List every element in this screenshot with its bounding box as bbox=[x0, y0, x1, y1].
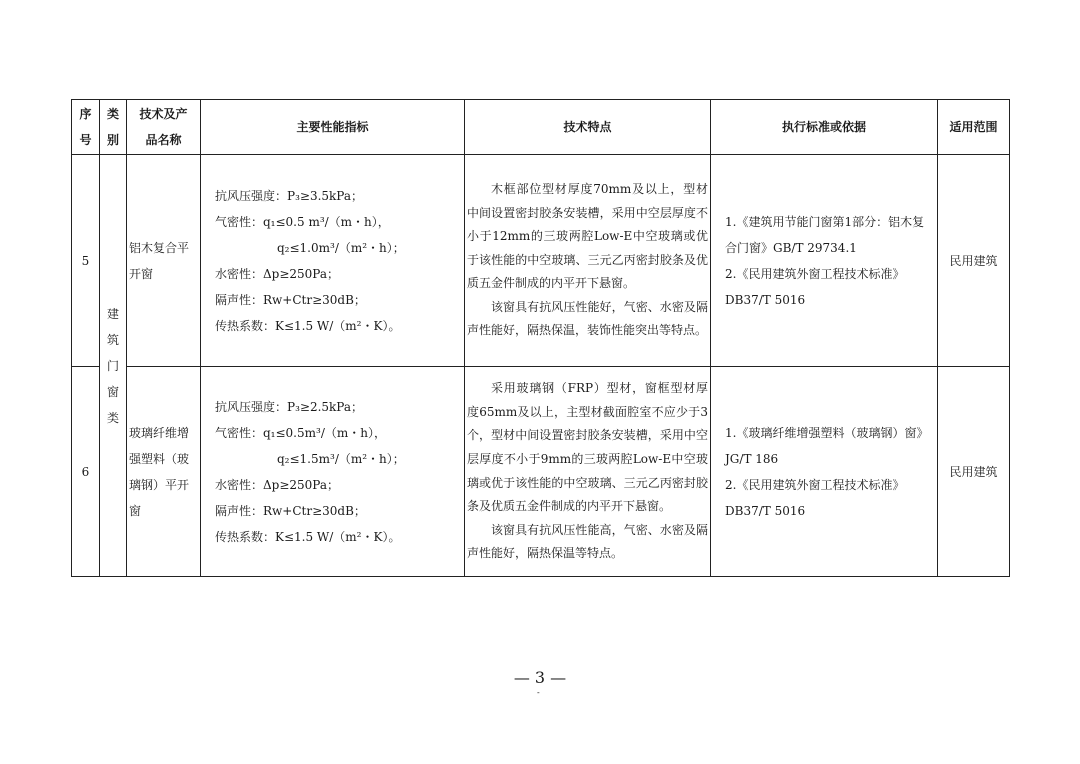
table-header-row bbox=[72, 100, 1010, 155]
header-performance: 主要性能指标 bbox=[201, 100, 465, 155]
header-product-name: 技术及产 品名称 bbox=[127, 100, 201, 155]
standard-cell: 1.《玻璃纤维增强塑料（玻璃钢）窗》JG/T 186 2.《民用建筑外窗工程技术标准》DB37/T 5016 bbox=[711, 367, 938, 577]
header-scope: 适用范围 bbox=[938, 100, 1010, 155]
standard-cell: 1.《建筑用节能门窗第1部分：铝木复合门窗》GB/T 29734.1 2.《民用建筑外窗工程技术标准》DB37/T 5016 bbox=[711, 155, 938, 367]
technology-table bbox=[71, 99, 1010, 577]
scope-cell: 民用建筑 bbox=[938, 155, 1010, 367]
header-category: 类 别 bbox=[100, 100, 127, 155]
header-seq: 序 号 bbox=[72, 100, 100, 155]
features-cell: 木框部位型材厚度70mm及以上，型材中间设置密封胶条安装槽，采用中空层厚度不小于12mm的三玻两腔Low-E中空玻璃或优于该性能的中空玻璃、三元乙丙密封胶条及优质五金件制成的内平开下悬窗。 该窗具有抗风压性能好，气密、水密及隔声性能好，隔热保温，装饰性能突出等特点。 bbox=[465, 155, 711, 367]
page-number: — 3 — bbox=[513, 668, 567, 687]
header-features: 技术特点 bbox=[465, 100, 711, 155]
product-name: 玻璃纤维增强塑料（玻璃钢）平开窗 bbox=[127, 367, 201, 577]
scope-cell: 民用建筑 bbox=[938, 367, 1010, 577]
row-seq: 5 bbox=[72, 155, 100, 367]
features-cell: 采用玻璃钢（FRP）型材，窗框型材厚度65mm及以上，主型材截面腔室不应少于3个，型材中间设置密封胶条安装槽，采用中空层厚度不小于9mm的三玻两腔Low-E中空玻璃或优于该性能的中空玻璃、三元乙丙密封胶条及优质五金件制成的内平开下悬窗。 该窗具有抗风压性能高，气密、水密及隔声性能好，隔热保温等特点。 bbox=[465, 367, 711, 577]
table-row bbox=[72, 155, 1010, 367]
table-row bbox=[72, 367, 1010, 577]
header-standard: 执行标准或依据 bbox=[711, 100, 938, 155]
performance-cell: 抗风压强度：P₃≥3.5kPa； 气密性：q₁≤0.5 m³/（m・h）， q₂≤1.0m³/（m²・h）； 水密性：Δp≥250Pa； 隔声性：Rw+Ctr≥30dB； 传热系数：K≤1.5 W/（m²・K）。 bbox=[201, 155, 465, 367]
performance-cell: 抗风压强度：P₃≥2.5kPa； 气密性：q₁≤0.5m³/（m・h）， q₂≤1.5m³/（m²・h）； 水密性：Δp≥250Pa； 隔声性：Rw+Ctr≥30dB； 传热系数：K≤1.5 W/（m²・K）。 bbox=[201, 367, 465, 577]
row-seq: 6 bbox=[72, 367, 100, 577]
footer-mark: - bbox=[537, 688, 540, 697]
category-cell: 建 筑 门 窗 类 bbox=[100, 155, 127, 577]
product-name: 铝木复合平开窗 bbox=[127, 155, 201, 367]
